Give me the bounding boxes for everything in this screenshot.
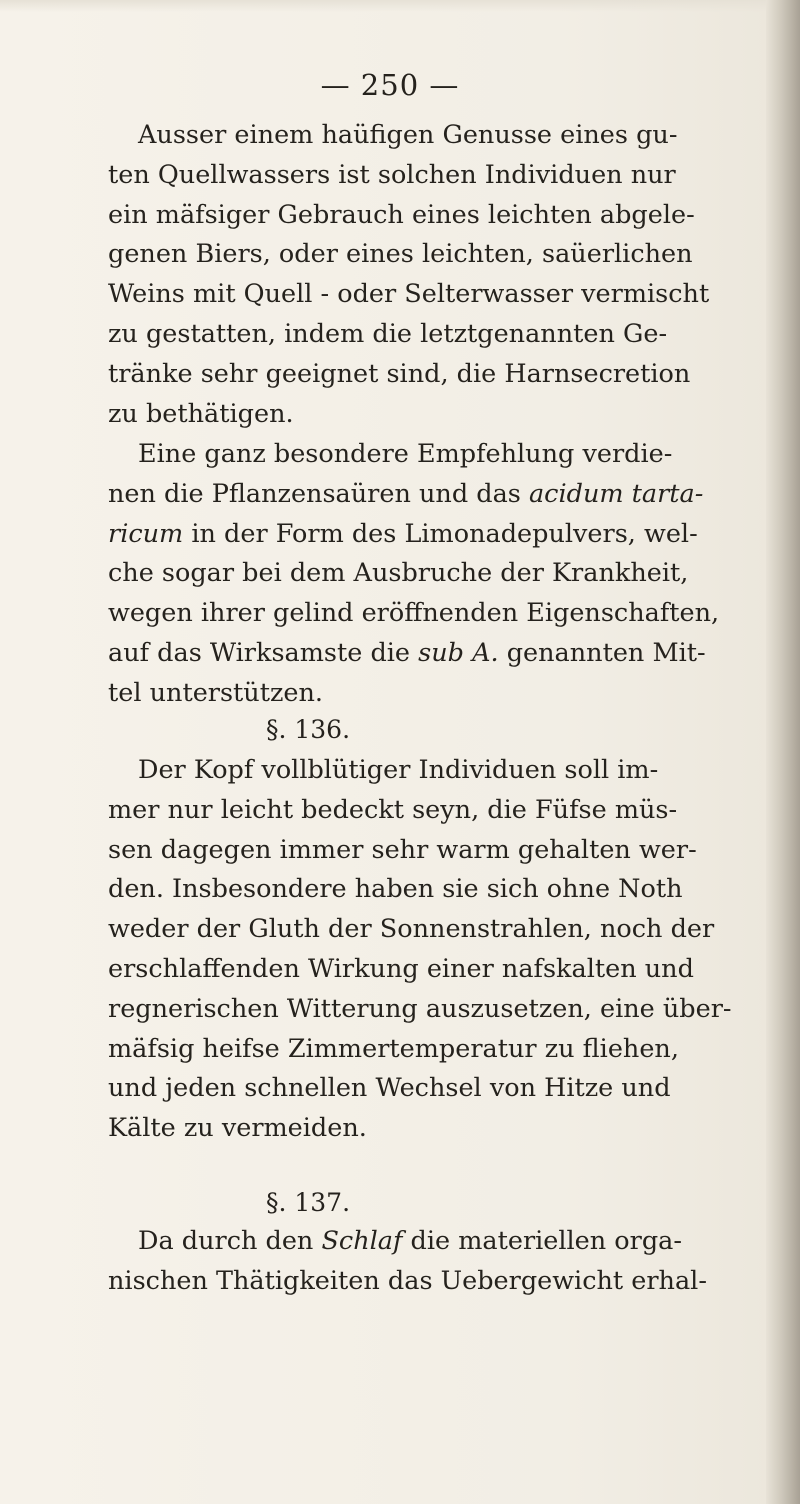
text-line bbox=[108, 634, 758, 674]
text-line: den. Insbesondere haben sie sich ohne Noth bbox=[108, 874, 683, 905]
italic-latin-term: acidum tarta- bbox=[528, 478, 704, 509]
page-binding-edge bbox=[766, 0, 800, 1504]
page-top-shadow bbox=[0, 0, 800, 12]
text-line: tränke sehr geeignet sind, die Harnsecretion bbox=[108, 358, 691, 389]
text-line: mäfsig heifse Zimmertemperatur zu fliehen, bbox=[108, 1033, 679, 1064]
text-run: auf das Wirksamste die bbox=[108, 637, 419, 668]
text-line: zu bethätigen. bbox=[108, 398, 294, 429]
paragraph-2 bbox=[108, 435, 758, 714]
text-line: zu gestatten, indem die letztgenannten Ge- bbox=[108, 318, 668, 349]
text-line bbox=[108, 515, 758, 555]
text-run: die materiellen orga- bbox=[402, 1226, 682, 1256]
text-line: erschlaffenden Wirkung einer nafskalten und bbox=[108, 953, 694, 984]
text-run: Da durch den bbox=[138, 1226, 322, 1256]
text-line: wegen ihrer gelind eröffnenden Eigenschaften, bbox=[108, 598, 720, 629]
text-line: nischen Thätigkeiten das Uebergewicht erhal- bbox=[108, 1265, 707, 1296]
paragraph-3 bbox=[108, 751, 758, 1149]
text-line: genen Biers, oder eines leichten, saüerlichen bbox=[108, 239, 693, 270]
text-run: genannten Mit- bbox=[498, 637, 706, 668]
text-line: sen dagegen immer sehr warm gehalten wer- bbox=[108, 834, 697, 865]
italic-reference: sub A. bbox=[418, 637, 499, 668]
page-number: — 250 — bbox=[320, 68, 460, 102]
paragraph-4 bbox=[108, 1222, 758, 1302]
text-line: und jeden schnellen Wechsel von Hitze und bbox=[108, 1073, 671, 1104]
text-line: Eine ganz besondere Empfehlung verdie- bbox=[138, 439, 673, 469]
text-line: Ausser einem haüfigen Genusse eines gu- bbox=[138, 120, 678, 150]
text-line: Weins mit Quell - oder Selterwasser vermischt bbox=[108, 279, 710, 310]
italic-term: Schlaf bbox=[321, 1226, 403, 1256]
text-line: Der Kopf vollblütiger Individuen soll im- bbox=[138, 755, 659, 785]
text-line: tel unterstützen. bbox=[108, 677, 324, 708]
text-line: ten Quellwassers ist solchen Individuen nur bbox=[108, 159, 676, 190]
italic-latin-term: ricum bbox=[108, 518, 184, 549]
text-line bbox=[108, 475, 758, 515]
text-run: nen die Pflanzensaüren und das bbox=[108, 478, 529, 509]
text-line bbox=[108, 1222, 758, 1262]
paragraph-1 bbox=[108, 116, 758, 434]
text-line: Kälte zu vermeiden. bbox=[108, 1113, 367, 1144]
text-line: regnerischen Witterung auszusetzen, eine über- bbox=[108, 993, 732, 1024]
text-run: in der Form des Limonadepulvers, wel- bbox=[183, 518, 698, 549]
text-line: che sogar bei dem Ausbruche der Krankheit, bbox=[108, 558, 689, 589]
text-line: mer nur leicht bedeckt seyn, die Füfse müs- bbox=[108, 794, 678, 825]
text-line: ein mäfsiger Gebrauch eines leichten abgele- bbox=[108, 199, 695, 230]
section-heading-137: §. 137. bbox=[265, 1188, 351, 1217]
section-heading-136: §. 136. bbox=[265, 715, 351, 744]
text-line: weder der Gluth der Sonnenstrahlen, noch der bbox=[108, 914, 715, 945]
